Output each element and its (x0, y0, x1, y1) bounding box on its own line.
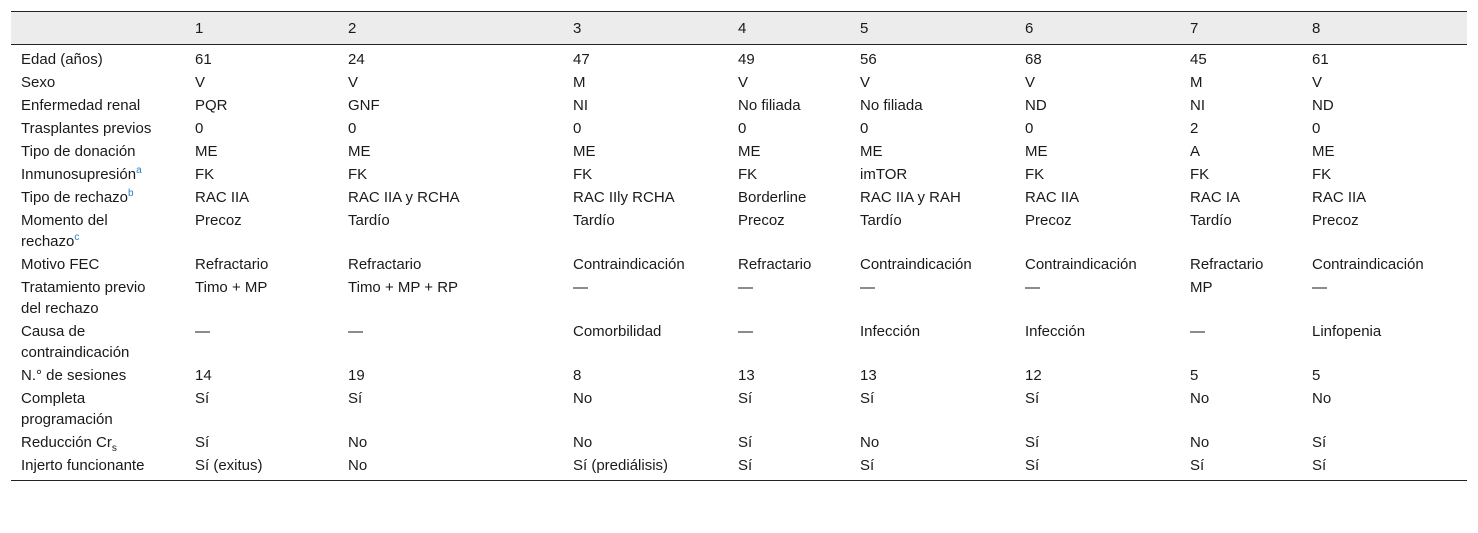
table-cell: RAC IA (1190, 189, 1241, 206)
row-label (11, 209, 185, 253)
table-cell: ND (1312, 97, 1334, 114)
table-cell: V (1025, 74, 1036, 91)
table-cell: ME (1025, 143, 1048, 160)
table-cell: — (195, 323, 210, 340)
table-cell: V (860, 74, 871, 91)
table-cell: Linfopenia (1312, 323, 1382, 340)
table-row (11, 454, 1467, 481)
table-cell: Sí (1312, 434, 1327, 451)
row-label-text: Inmunosupresión (21, 166, 137, 183)
table-cell: RAC IIA (1025, 189, 1080, 206)
row-label-text: Tipo de donación (21, 143, 136, 160)
table-cell: ME (738, 143, 761, 160)
table-cell: RAC IIA (195, 189, 250, 206)
table-cell: 0 (573, 120, 582, 137)
table-cell: — (348, 323, 363, 340)
table-cell: Sí (prediálisis) (563, 454, 728, 481)
table-cell: Contraindicación (860, 256, 972, 273)
table-cell: Sí (738, 434, 753, 451)
table-cell: RAC IIA y RAH (860, 189, 961, 206)
table-cell: FK (348, 166, 368, 183)
table-row (11, 140, 1467, 163)
row-label (11, 387, 185, 431)
table-body (11, 45, 1467, 481)
row-label (11, 431, 185, 454)
table-cell: 0 (860, 120, 869, 137)
row-label-text: Reducción Cr (21, 434, 112, 451)
patients-table (11, 11, 1467, 481)
table-cell: 19 (348, 367, 365, 384)
row-label-text: N.° de sesiones (21, 367, 127, 384)
table-cell: — (1025, 279, 1040, 296)
header-row (11, 12, 1467, 45)
table-cell: Sí (850, 454, 1015, 481)
table-cell: — (738, 279, 753, 296)
table-cell: — (1312, 279, 1327, 296)
table-cell: Timo + MP + RP (348, 279, 459, 296)
table-cell: M (1190, 74, 1203, 91)
table-cell: Refractario (195, 256, 269, 273)
row-label (11, 276, 185, 320)
table-cell: Sí (195, 434, 210, 451)
table-cell: FK (1312, 166, 1332, 183)
table-row (11, 71, 1467, 94)
row-label (11, 117, 185, 140)
table-cell: Refractario (738, 256, 812, 273)
row-label (11, 71, 185, 94)
table-cell: 5 (1190, 367, 1199, 384)
table-cell: FK (1190, 166, 1210, 183)
table-cell: Comorbilidad (573, 323, 662, 340)
table-cell: RAC IIly RCHA (573, 189, 675, 206)
row-label (11, 45, 185, 72)
table-cell: Precoz (1025, 212, 1072, 229)
row-label-text: Completa programación (21, 390, 113, 428)
column-header: 7 (1180, 12, 1302, 45)
row-label-text: Momento del rechazo (21, 212, 108, 250)
table-cell: Infección (1025, 323, 1086, 340)
table-cell: — (860, 279, 875, 296)
table-container (11, 11, 1467, 481)
table-cell: 13 (738, 367, 755, 384)
table-row (11, 431, 1467, 454)
table-cell: Sí (728, 454, 850, 481)
table-cell: 24 (348, 51, 365, 68)
column-header: 3 (563, 12, 728, 45)
table-cell: Contraindicación (573, 256, 685, 273)
table-cell: No filiada (738, 97, 801, 114)
table-cell: A (1190, 143, 1201, 160)
column-header (11, 12, 185, 45)
column-header: 4 (728, 12, 850, 45)
table-cell: 56 (860, 51, 877, 68)
table-row (11, 253, 1467, 276)
row-label (11, 454, 185, 481)
table-cell: PQR (195, 97, 228, 114)
column-header: 5 (850, 12, 1015, 45)
subscript: s (111, 443, 117, 454)
table-cell: 0 (1025, 120, 1034, 137)
table-cell: 0 (1312, 120, 1321, 137)
row-label-text: Injerto funcionante (21, 457, 145, 474)
table-row (11, 387, 1467, 431)
table-cell: ME (348, 143, 371, 160)
row-label-text: Causa de contraindicación (21, 323, 130, 361)
row-label-text: Trasplantes previos (21, 120, 152, 137)
column-header: 2 (338, 12, 563, 45)
row-label (11, 94, 185, 117)
table-row (11, 364, 1467, 387)
table-cell: RAC IIA (1312, 189, 1367, 206)
table-row (11, 163, 1467, 186)
table-cell: Sí (1025, 390, 1040, 407)
table-row (11, 186, 1467, 209)
table-cell: V (348, 74, 359, 91)
row-label-text: Motivo FEC (21, 256, 100, 273)
table-cell: 12 (1025, 367, 1042, 384)
table-cell: No (860, 434, 880, 451)
table-cell: 61 (1312, 51, 1329, 68)
table-cell: Refractario (1190, 256, 1264, 273)
table-cell: No (1190, 434, 1210, 451)
table-cell: NI (573, 97, 588, 114)
table-row (11, 45, 1467, 72)
column-header: 1 (185, 12, 338, 45)
column-header: 8 (1302, 12, 1467, 45)
row-label-text: Sexo (21, 74, 56, 91)
table-cell: ND (1025, 97, 1047, 114)
table-cell: Borderline (738, 189, 807, 206)
table-cell: MP (1190, 279, 1213, 296)
table-cell: ME (860, 143, 883, 160)
table-cell: Precoz (1312, 212, 1359, 229)
table-cell: Sí (1025, 434, 1040, 451)
table-cell: 49 (738, 51, 755, 68)
row-label-text: Edad (años) (21, 51, 103, 68)
table-cell: M (573, 74, 586, 91)
table-cell: Sí (1302, 454, 1467, 481)
table-cell: 8 (573, 367, 582, 384)
table-cell: Sí (738, 390, 753, 407)
table-cell: Contraindicación (1025, 256, 1137, 273)
table-cell: 2 (1190, 120, 1199, 137)
table-cell: FK (573, 166, 593, 183)
table-cell: 45 (1190, 51, 1207, 68)
row-label (11, 186, 185, 209)
row-label (11, 163, 185, 186)
row-label (11, 320, 185, 364)
table-cell: V (738, 74, 749, 91)
row-label (11, 364, 185, 387)
table-cell: ME (195, 143, 218, 160)
table-cell: Sí (1015, 454, 1180, 481)
table-cell: V (195, 74, 206, 91)
table-row (11, 117, 1467, 140)
table-cell: FK (1025, 166, 1045, 183)
table-cell: imTOR (860, 166, 908, 183)
table-cell: FK (195, 166, 215, 183)
table-cell: Infección (860, 323, 921, 340)
table-cell: — (573, 279, 588, 296)
table-cell: Tardío (348, 212, 390, 229)
table-cell: 0 (348, 120, 357, 137)
table-cell: 5 (1312, 367, 1321, 384)
table-cell: No (338, 454, 563, 481)
column-header: 6 (1015, 12, 1180, 45)
row-label (11, 253, 185, 276)
table-row (11, 209, 1467, 253)
table-cell: Tardío (1190, 212, 1232, 229)
table-cell: GNF (348, 97, 380, 114)
table-cell: 68 (1025, 51, 1042, 68)
table-cell: No (573, 434, 593, 451)
table-cell: Precoz (738, 212, 785, 229)
table-cell: RAC IIA y RCHA (348, 189, 460, 206)
table-cell: 61 (195, 51, 212, 68)
table-cell: 13 (860, 367, 877, 384)
footnote-marker: c (74, 232, 80, 243)
row-label (11, 140, 185, 163)
table-cell: 0 (195, 120, 204, 137)
table-cell: Contraindicación (1312, 256, 1424, 273)
table-cell: — (738, 323, 753, 340)
table-cell: Sí (exitus) (185, 454, 338, 481)
table-cell: Precoz (195, 212, 242, 229)
table-row (11, 320, 1467, 364)
table-cell: Sí (1180, 454, 1302, 481)
footnote-marker: a (136, 165, 142, 176)
table-row (11, 94, 1467, 117)
table-cell: Sí (348, 390, 363, 407)
table-cell: Sí (860, 390, 875, 407)
table-cell: No (348, 434, 368, 451)
table-cell: Refractario (348, 256, 422, 273)
table-cell: No (1190, 390, 1210, 407)
table-cell: Timo + MP (195, 279, 268, 296)
table-cell: 47 (573, 51, 590, 68)
table-cell: — (1190, 323, 1205, 340)
table-cell: No filiada (860, 97, 923, 114)
table-row (11, 276, 1467, 320)
table-cell: FK (738, 166, 758, 183)
row-label-text: Tratamiento previo del rechazo (21, 279, 146, 317)
table-cell: 14 (195, 367, 212, 384)
table-cell: No (573, 390, 593, 407)
table-cell: ME (573, 143, 596, 160)
table-cell: 0 (738, 120, 747, 137)
table-cell: V (1312, 74, 1323, 91)
footnote-marker: b (128, 188, 134, 199)
table-cell: NI (1190, 97, 1205, 114)
row-label-text: Enfermedad renal (21, 97, 141, 114)
table-cell: ME (1312, 143, 1335, 160)
table-cell: No (1312, 390, 1332, 407)
row-label-text: Tipo de rechazo (21, 189, 129, 206)
table-cell: Sí (195, 390, 210, 407)
table-cell: Tardío (860, 212, 902, 229)
table-cell: Tardío (573, 212, 615, 229)
